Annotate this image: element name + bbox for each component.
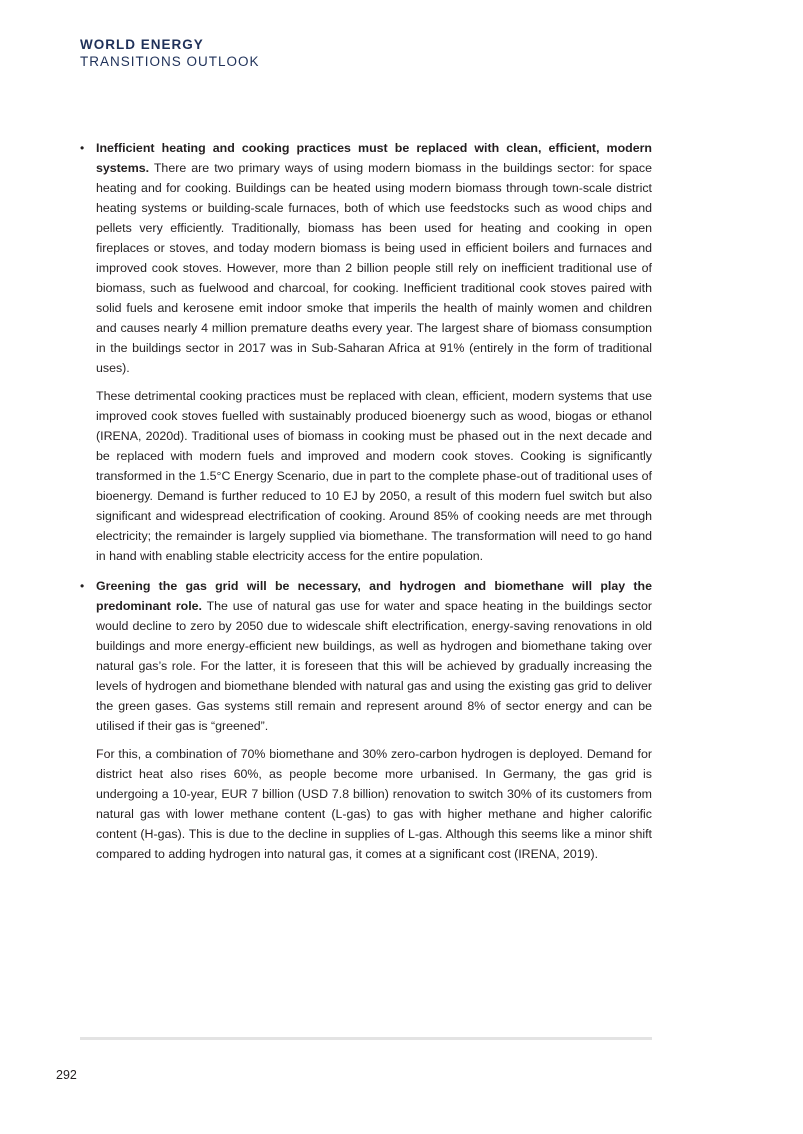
paragraph-text: The use of natural gas use for water and space heating in the buildings sector would decline to zero by 2050 due to widescale shift electrification, energy-saving renovations in old buildings and more energy-efficient new buildings, as well as hydrogen and biomethane taking over natural gas’s role. For the latter, it is foreseen that this will be achieved by gradually increasing the levels of hydrogen and biomethane blended with natural gas and using the existing gas grid to deliver the green gases. Gas systems still remain and represent around 8% of sector energy and can be utilised if their gas is “greened”.: [96, 599, 652, 733]
bullet-marker-icon: •: [80, 141, 85, 155]
page-number: 292: [56, 1068, 77, 1082]
paragraph: [96, 138, 652, 378]
header-title-line2: TRANSITIONS OUTLOOK: [80, 54, 260, 69]
paragraph-text: There are two primary ways of using modern biomass in the buildings sector: for space heating and for cooking. Buildings can be heated using modern biomass through town-scale district heating systems or building-scale furnaces, both of which use feedstocks such as wood chips and pellets very efficiently. Traditionally, biomass has been used for heating and cooking in open fireplaces or stoves, and today modern biomass is being used in efficient boilers and furnaces and improved cook stoves. However, more than 2 billion people still rely on inefficient traditional use of biomass, such as fuelwood and charcoal, for cooking. Inefficient traditional cook stoves paired with solid fuels and kerosene emit indoor smoke that imperils the health of mainly women and children and causes nearly 4 million premature deaths every year. The largest share of biomass consumption in the buildings sector in 2017 was in Sub-Saharan Africa at 91% (entirely in the form of traditional uses).: [96, 161, 652, 375]
footer-divider: [80, 1037, 652, 1040]
bullet-lead-text: Inefficient heating and cooking practices must be replaced with clean, efficient, modern systems.: [96, 141, 652, 175]
header-title-line1: WORLD ENERGY: [80, 37, 204, 52]
bullet-item-gas-grid: [80, 576, 652, 864]
bullet-lead-text: Greening the gas grid will be necessary, and hydrogen and biomethane will play the predominant role.: [96, 579, 652, 613]
body-content: [80, 138, 652, 864]
paragraph: [96, 576, 652, 736]
bullet-marker-icon: •: [80, 579, 85, 593]
paragraph: For this, a combination of 70% biomethane and 30% zero-carbon hydrogen is deployed. Demand for district heat also rises 60%, as people become more urbanised. In Germany, the gas grid is undergoing a 10-year, EUR 7 billion (USD 7.8 billion) renovation to switch 30% of its customers from natural gas with lower methane content (L-gas) to gas with higher methane and higher calorific content (H-gas). This is due to the decline in supplies of L-gas. Although this seems like a minor shift compared to adding hydrogen into natural gas, it comes at a significant cost (IRENA, 2019).: [96, 747, 652, 861]
bullet-item-cooking: [80, 138, 652, 566]
document-header: [80, 36, 260, 70]
paragraph: These detrimental cooking practices must be replaced with clean, efficient, modern systems that use improved cook stoves fuelled with sustainably produced bioenergy such as wood, biogas or ethanol (IRENA, 2020d). Traditional uses of biomass in cooking must be phased out in the next decade and be replaced with modern fuels and improved and modern cook stoves. Cooking is significantly transformed in the 1.5°C Energy Scenario, due in part to the complete phase-out of traditional uses of bioenergy. Demand is further reduced to 10 EJ by 2050, a result of this modern fuel switch but also significant and widespread electrification of cooking. Around 85% of cooking needs are met through electricity; the remainder is largely supplied via biomethane. The transformation will need to go hand in hand with enabling stable electricity access for the entire population.: [96, 389, 652, 563]
